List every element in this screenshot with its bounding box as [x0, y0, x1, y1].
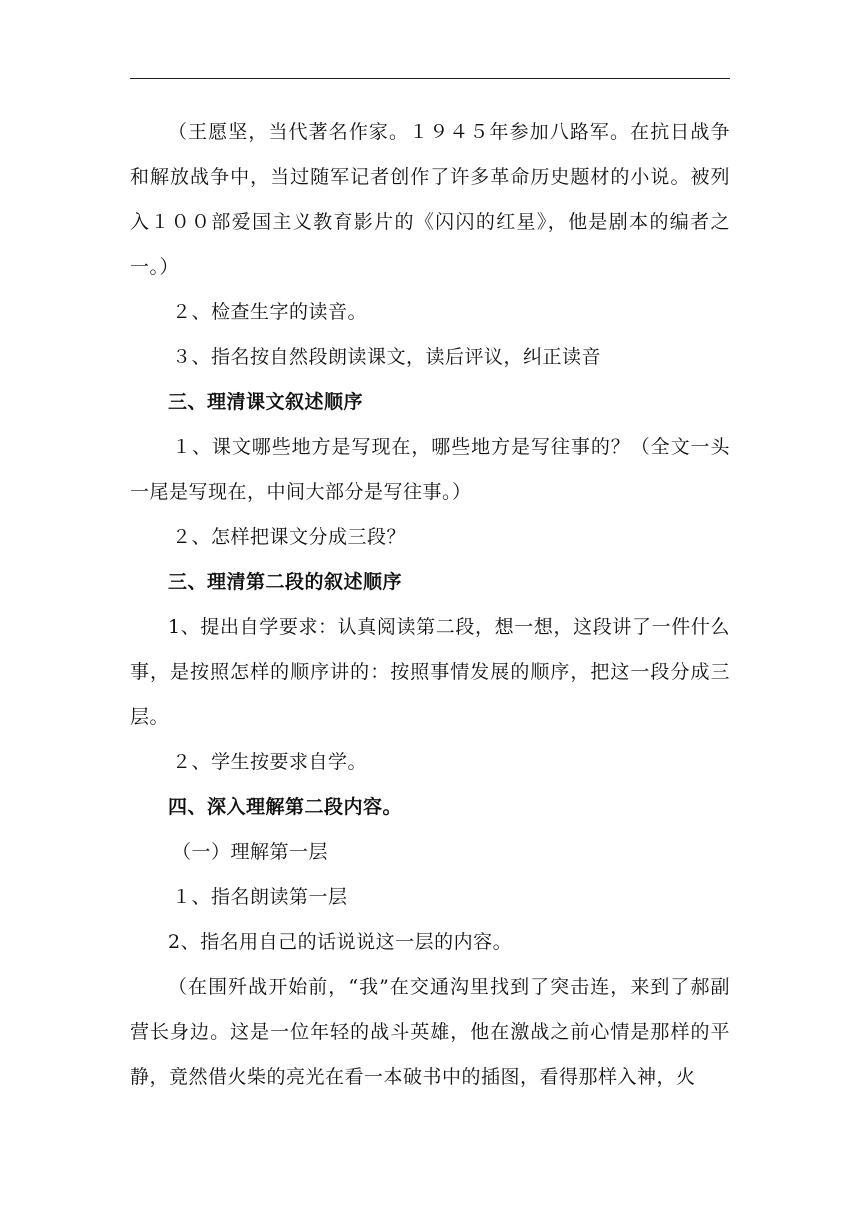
heading-narrative-order: 三、理清课文叙述顺序	[168, 391, 364, 413]
paragraph-check-pronunciation: ２、检查生字的读音。	[172, 301, 368, 323]
paragraph-three-sections: ２、怎样把课文分成三段？	[172, 526, 407, 548]
paragraph-self-study-requirements: 1、提出自学要求：认真阅读第二段，想一想，这段讲了一件什么事，是按照怎样的顺序讲的：按照事情发展的顺序，把这一段分成三层。	[130, 616, 730, 728]
paragraph-author-note: （王愿坚，当代著名作家。１９４５年参加八路军。在抗日战争和解放战争中，当过随军记者创作了许多革命历史题材的小说。被列入１００部爱国主义教育影片的《闪闪的红星》，他是剧本的编者之一。）	[130, 121, 730, 278]
paragraph-read-layer-one: １、指名朗读第一层	[172, 886, 348, 908]
paragraph-present-vs-past: １、课文哪些地方是写现在，哪些地方是写往事的？（全文一头一尾是写现在，中间大部分是写往事。）	[130, 436, 730, 503]
heading-section-two-order: 三、理清第二段的叙述顺序	[168, 571, 403, 593]
header-divider	[130, 78, 730, 79]
document-body	[130, 110, 730, 1100]
heading-section-two-content: 四、深入理解第二段内容。	[168, 796, 403, 818]
paragraph-read-aloud: ３、指名按自然段朗读课文，读后评议，纠正读音	[172, 346, 602, 368]
paragraph-self-study: ２、学生按要求自学。	[172, 751, 368, 773]
paragraph-retell-layer-one: 2、指名用自己的话说说这一层的内容。	[168, 931, 513, 953]
paragraph-battle-description: （在围歼战开始前，“我”在交通沟里找到了突击连，来到了郝副营长身边。这是一位年轻的战斗英雄，他在激战之前心情是那样的平静，竟然借火柴的亮光在看一本破书中的插图，看得那样入神，火	[130, 976, 730, 1088]
subheading-layer-one: （一）理解第一层	[172, 841, 329, 863]
